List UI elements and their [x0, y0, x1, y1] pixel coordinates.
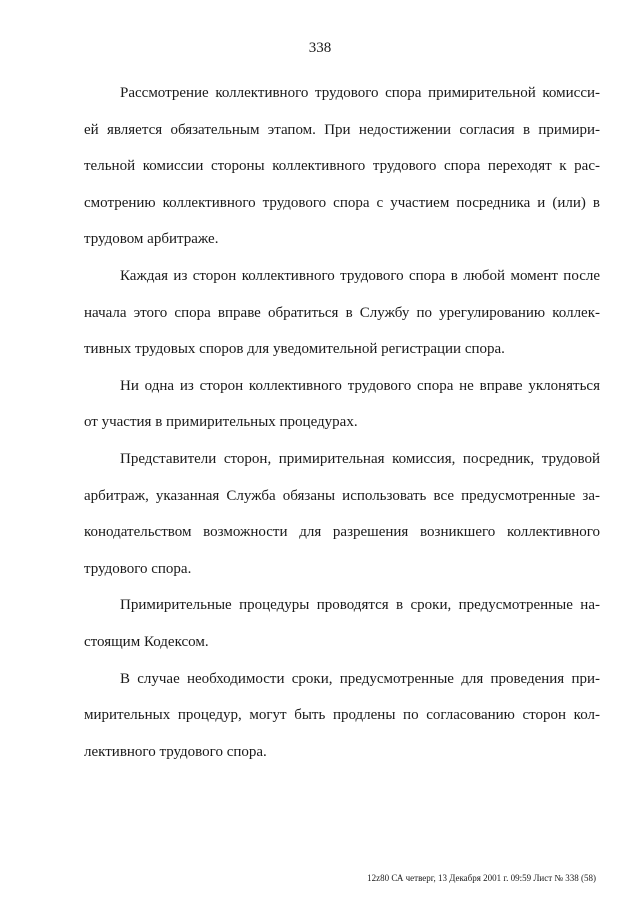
paragraph — [84, 258, 600, 368]
text-line: стоящим Кодексом. — [84, 633, 209, 650]
text-line: начала этого спора вправе обратиться в Службу по урегулированию коллек- — [84, 304, 600, 321]
text-line: конодательством возможности для разрешения возникшего коллективного — [84, 524, 600, 541]
paragraph — [84, 661, 600, 771]
text-line: смотрению коллективного трудового спора с участием посредника и (или) в — [84, 194, 600, 211]
text-line: Ни одна из сторон коллективного трудового спора не вправе уклоняться — [120, 377, 600, 394]
text-line: трудового спора. — [84, 560, 192, 577]
text-line: лективного трудового спора. — [84, 743, 267, 760]
text-line: тельной комиссии стороны коллективного трудового спора переходят к рас- — [84, 158, 600, 175]
paragraph — [84, 368, 600, 441]
text-line: Представители сторон, примирительная комиссия, посредник, трудовой — [120, 450, 600, 467]
text-line: тивных трудовых споров для уведомительной регистрации спора. — [84, 341, 505, 358]
paragraph — [84, 75, 600, 258]
footer-info: 12z80 СА четверг, 13 Декабря 2001 г. 09:59 Лист № 338 (58) — [367, 873, 596, 883]
text-line: Примирительные процедуры проводятся в сроки, предусмотренные на- — [120, 597, 600, 614]
paragraph — [84, 587, 600, 660]
text-line: трудовом арбитраже. — [84, 231, 219, 248]
text-line: В случае необходимости сроки, предусмотренные для проведения при- — [120, 670, 600, 687]
text-line: от участия в примирительных процедурах. — [84, 414, 358, 431]
page-number: 338 — [308, 40, 332, 56]
text-line: Каждая из сторон коллективного трудового спора в любой момент после — [120, 267, 600, 284]
body-text — [84, 75, 600, 770]
text-line: мирительных процедур, могут быть продлены по согласованию сторон кол- — [84, 707, 600, 724]
text-line: ей является обязательным этапом. При недостижении согласия в примири- — [84, 121, 600, 138]
text-line: арбитраж, указанная Служба обязаны использовать все предусмотренные за- — [84, 487, 600, 504]
paragraph — [84, 441, 600, 587]
text-line: Рассмотрение коллективного трудового спора примирительной комисси- — [120, 85, 600, 101]
